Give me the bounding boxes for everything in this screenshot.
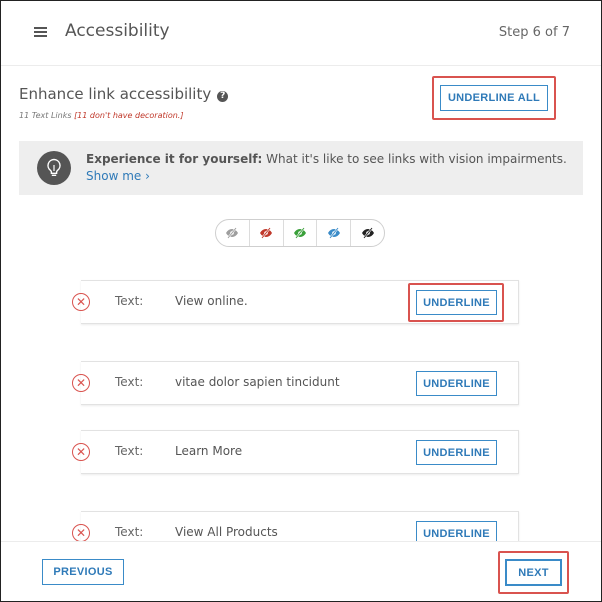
row-label: Text: (115, 525, 144, 539)
eye-slash-blue-icon[interactable] (316, 220, 350, 246)
underline-button[interactable]: UNDERLINE (416, 371, 497, 396)
row-label: Text: (115, 444, 144, 458)
row-label: Text: (115, 375, 144, 389)
row-link-text: View All Products (175, 525, 278, 539)
lightbulb-icon (37, 151, 71, 185)
underline-all-button[interactable]: UNDERLINE ALL (440, 85, 548, 111)
remove-circle-x-icon[interactable]: ✕ (72, 443, 90, 461)
underline-button[interactable]: UNDERLINE (416, 521, 497, 546)
decoration-warning: [11 don't have decoration.] (74, 111, 184, 120)
link-row (1, 361, 601, 411)
remove-circle-x-icon[interactable]: ✕ (72, 293, 90, 311)
help-icon[interactable]: ? (217, 91, 228, 102)
eye-slash-black-icon[interactable] (350, 220, 384, 246)
link-row (1, 280, 601, 330)
row-link-text: View online. (175, 294, 248, 308)
next-button[interactable]: NEXT (505, 559, 562, 586)
header (1, 1, 601, 66)
row-label: Text: (115, 294, 144, 308)
eye-slash-gray-icon[interactable] (216, 220, 249, 246)
link-row (1, 430, 601, 480)
banner-text-bold: Experience it for yourself: (86, 152, 263, 166)
underline-button[interactable]: UNDERLINE (416, 290, 497, 315)
link-summary (19, 111, 183, 120)
info-banner (19, 141, 583, 195)
remove-circle-x-icon[interactable]: ✕ (72, 524, 90, 542)
underline-button[interactable]: UNDERLINE (416, 440, 497, 465)
eye-slash-green-icon[interactable] (283, 220, 317, 246)
banner-text-body: What it's like to see links with vision impairments. (262, 152, 567, 166)
section-title-text: Enhance link accessibility (19, 85, 212, 103)
hamburger-menu-icon[interactable] (34, 27, 47, 38)
show-me-link[interactable]: Show me › (86, 169, 150, 183)
previous-button[interactable]: PREVIOUS (42, 559, 124, 585)
vision-filter-group (215, 219, 385, 247)
section-title (19, 85, 228, 103)
row-link-text: vitae dolor sapien tincidunt (175, 375, 340, 389)
page-title: Accessibility (65, 21, 170, 41)
link-count: 11 Text Links (19, 111, 72, 120)
remove-circle-x-icon[interactable]: ✕ (72, 374, 90, 392)
row-link-text: Learn More (175, 444, 243, 458)
eye-slash-red-icon[interactable] (249, 220, 283, 246)
step-indicator: Step 6 of 7 (498, 25, 570, 40)
banner-text (86, 152, 567, 166)
